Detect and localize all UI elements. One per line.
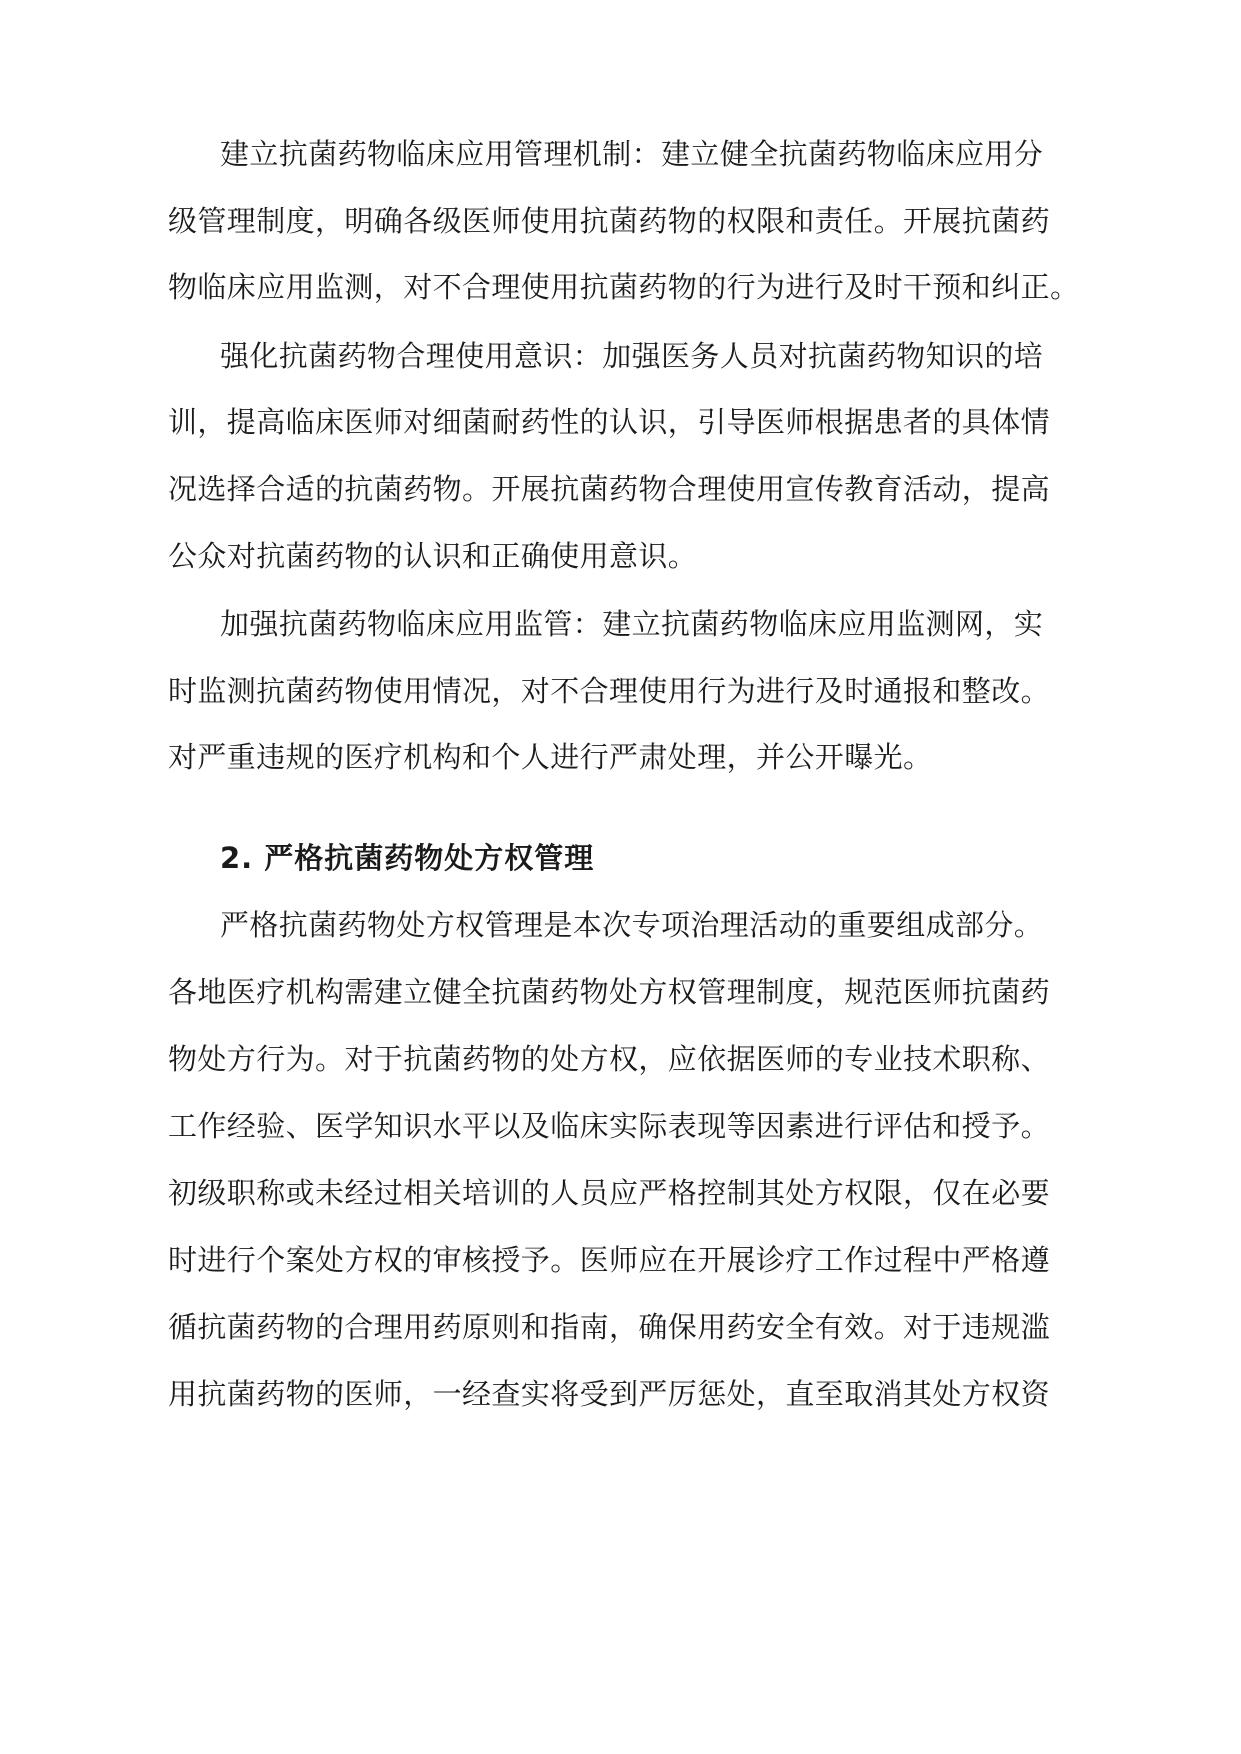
text-line: 物处方行为。对于抗菌药物的处方权，应依据医师的专业技术职称、 xyxy=(168,1042,1051,1076)
text-line: 级管理制度，明确各级医师使用抗菌药物的权限和责任。开展抗菌药 xyxy=(168,204,1051,238)
text-line: 公众对抗菌药物的认识和正确使用意识。 xyxy=(168,539,698,573)
text-line: 初级职称或未经过相关培训的人员应严格控制其处方权限，仅在必要 xyxy=(168,1176,1051,1210)
text-line: 循抗菌药物的合理用药原则和指南，确保用药安全有效。对于违规滥 xyxy=(168,1310,1051,1344)
text-line: 况选择合适的抗菌药物。开展抗菌药物合理使用宣传教育活动，提高 xyxy=(168,472,1051,506)
text-line: 强化抗菌药物合理使用意识：加强医务人员对抗菌药物知识的培 xyxy=(220,339,1044,373)
text-line: 时进行个案处方权的审核授予。医师应在开展诊疗工作过程中严格遵 xyxy=(168,1243,1051,1277)
text-line: 对严重违规的医疗机构和个人进行严肃处理，并公开曝光。 xyxy=(168,740,933,774)
text-line: 训，提高临床医师对细菌耐药性的认识，引导医师根据患者的具体情 xyxy=(168,405,1051,439)
text-line: 加强抗菌药物临床应用监管：建立抗菌药物临床应用监测网，实 xyxy=(220,607,1044,641)
text-line: 各地医疗机构需建立健全抗菌药物处方权管理制度，规范医师抗菌药 xyxy=(168,975,1051,1009)
text-line: 建立抗菌药物临床应用管理机制：建立健全抗菌药物临床应用分 xyxy=(220,137,1044,171)
text-line: 时监测抗菌药物使用情况，对不合理使用行为进行及时通报和整改。 xyxy=(168,674,1051,708)
text-line: 物临床应用监测，对不合理使用抗菌药物的行为进行及时干预和纠正。 xyxy=(168,270,1080,304)
text-line: 严格抗菌药物处方权管理是本次专项治理活动的重要组成部分。 xyxy=(220,908,1044,942)
section-heading-text: 2. 严格抗菌药物处方权管理 xyxy=(220,841,595,875)
text-line: 用抗菌药物的医师，一经查实将受到严厉惩处，直至取消其处方权资 xyxy=(168,1377,1051,1411)
text-line: 工作经验、医学知识水平以及临床实际表现等因素进行评估和授予。 xyxy=(168,1109,1051,1143)
